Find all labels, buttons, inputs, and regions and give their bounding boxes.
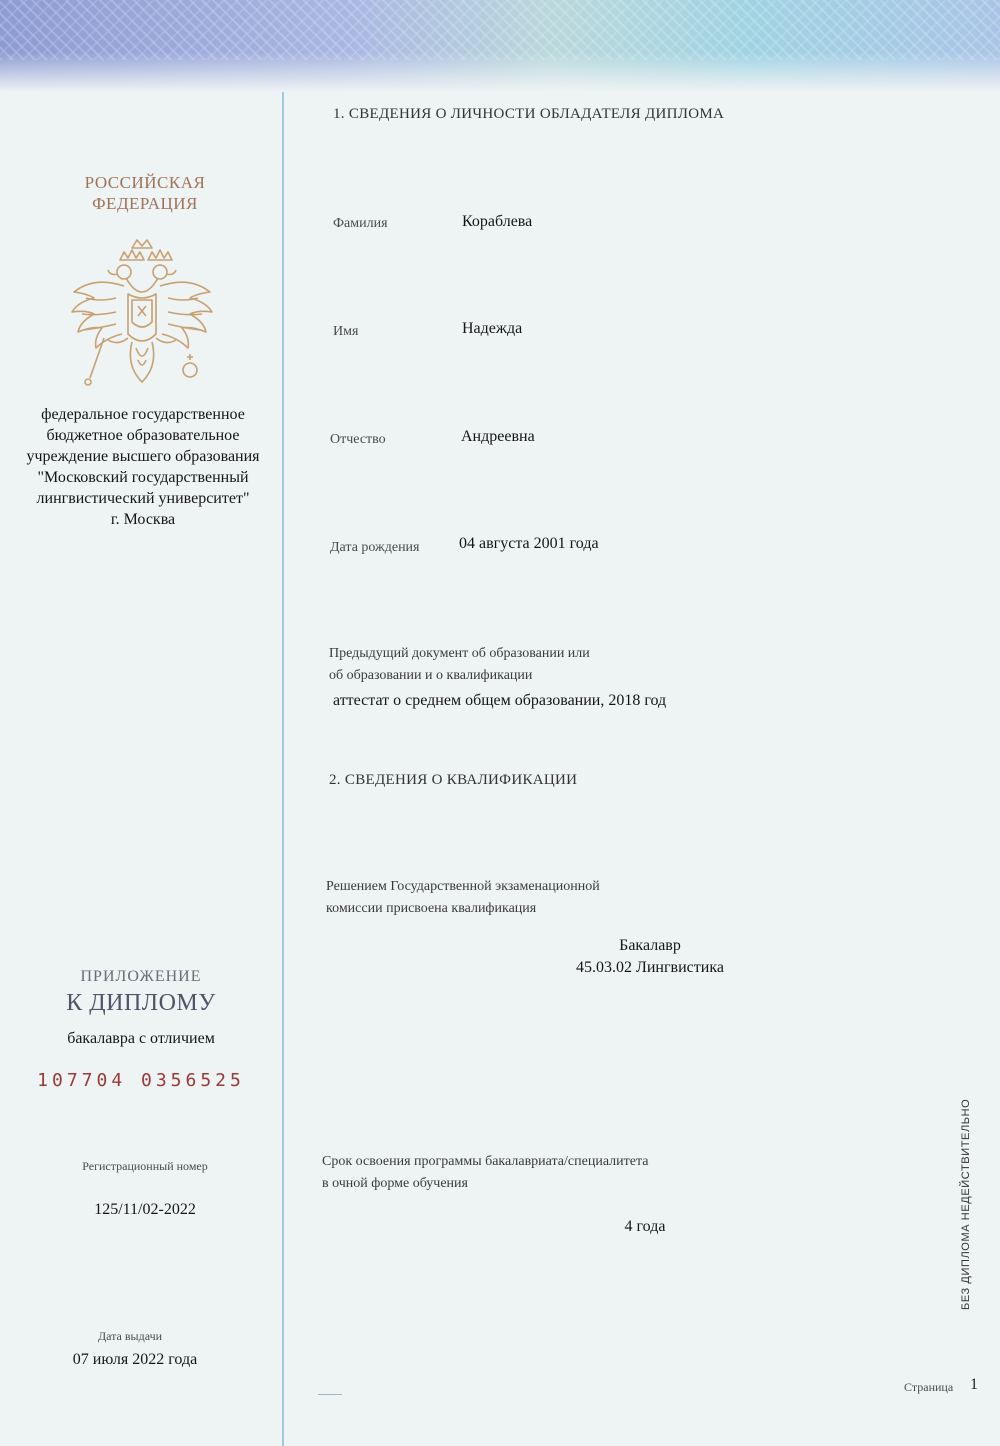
previous-document-value: аттестат о среднем общем образовании, 2018 год: [333, 692, 667, 709]
page-number: 1: [970, 1376, 978, 1393]
org-line-2: бюджетное образовательное: [46, 427, 240, 444]
program-value: 45.03.02 Лингвистика: [576, 959, 724, 976]
patronymic-label: Отчество: [330, 432, 386, 447]
org-line-5: лингвистический университет": [36, 490, 250, 507]
issue-date-label: Дата выдачи: [97, 1329, 163, 1343]
coat-of-arms-icon: [66, 238, 218, 398]
birth-date-label: Дата рождения: [330, 540, 420, 555]
org-line-3: учреждение высшего образования: [26, 448, 260, 465]
page-label: Страница: [904, 1380, 954, 1394]
qualification-block: [500, 935, 800, 979]
organization-name: [0, 404, 286, 530]
study-duration-label: [322, 1151, 648, 1195]
column-divider: [282, 92, 284, 1446]
degree-type: бакалавра с отличием: [67, 1030, 215, 1047]
serial-number: 107704 0356525: [37, 1070, 245, 1091]
name-label: Имя: [333, 324, 359, 339]
country-line-1: РОССИЙСКАЯ: [84, 173, 206, 192]
qualification-decision-line-1: Решением Государственной экзаменационной: [326, 879, 600, 894]
study-duration-value: 4 года: [624, 1218, 666, 1235]
left-column: [0, 0, 282, 1446]
previous-document-label-line-1: Предыдущий документ об образовании или: [329, 646, 590, 661]
org-line-6: г. Москва: [110, 511, 176, 528]
study-duration-line-2: в очной форме обучения: [322, 1176, 468, 1191]
registration-number: 125/11/02-2022: [94, 1201, 196, 1218]
study-duration-line-1: Срок освоения программы бакалавриата/специалитета: [322, 1154, 649, 1169]
registration-label: Регистрационный номер: [82, 1159, 208, 1173]
section-1-title: 1. СВЕДЕНИЯ О ЛИЧНОСТИ ОБЛАДАТЕЛЯ ДИПЛОМА: [333, 106, 725, 122]
birth-date-value: 04 августа 2001 года: [459, 535, 599, 552]
patronymic-value: Андреевна: [461, 428, 535, 445]
org-line-1: федеральное государственное: [41, 406, 245, 423]
validity-note: БЕЗ ДИПЛОМА НЕДЕЙСТВИТЕЛЬНО: [960, 1098, 972, 1310]
org-line-4: "Московский государственный: [37, 469, 249, 486]
surname-label: Фамилия: [333, 216, 388, 231]
section-2-title: 2. СВЕДЕНИЯ О КВАЛИФИКАЦИИ: [329, 772, 578, 788]
country-name: [40, 172, 250, 214]
qualification-decision-label: [326, 876, 600, 920]
name-value: Надежда: [462, 320, 523, 337]
surname-value: Кораблева: [462, 213, 533, 230]
appendix-title-line-1: ПРИЛОЖЕНИЕ: [80, 968, 202, 985]
page-tick-mark: [318, 1394, 342, 1395]
issue-date: 07 июля 2022 года: [72, 1351, 198, 1368]
country-line-2: ФЕДЕРАЦИЯ: [92, 194, 198, 213]
appendix-title-line-2: К ДИПЛОМУ: [66, 990, 216, 1016]
qualification-decision-line-2: комиссии присвоена квалификация: [326, 901, 537, 916]
previous-document-label-line-2: об образовании и о квалификации: [329, 668, 533, 683]
previous-document-label: [329, 643, 590, 687]
qualification-value: Бакалавр: [619, 937, 681, 954]
